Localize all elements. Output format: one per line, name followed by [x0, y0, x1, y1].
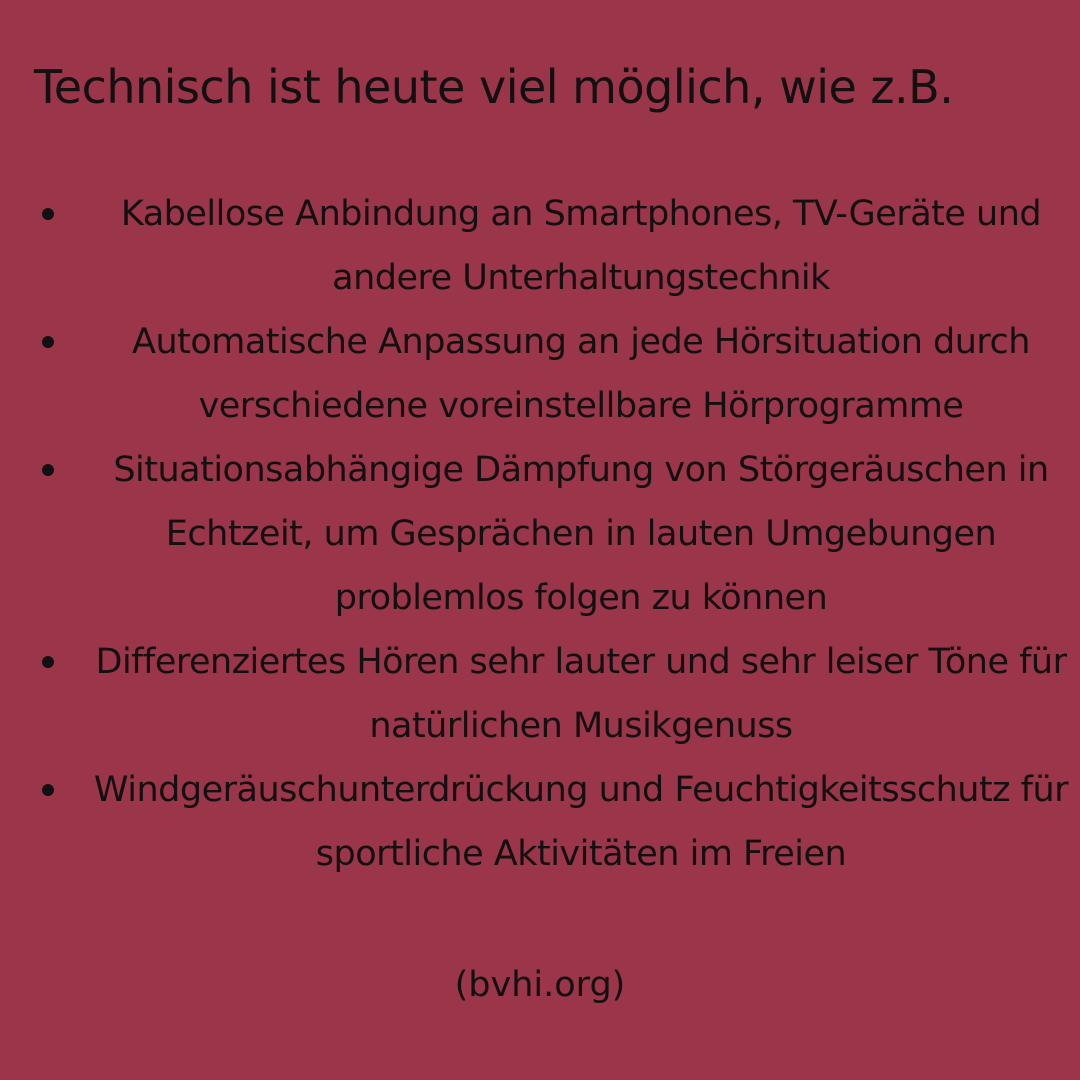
list-item [0, 182, 1080, 310]
bullet-icon [42, 656, 54, 668]
list-item-text: Kabellose Anbindung an Smartphones, TV-Geräte und andere Unterhaltungstechnik [120, 194, 1042, 298]
bullet-icon [42, 208, 54, 220]
list-item-text: Automatische Anpassung an jede Hörsituation durch verschiedene voreinstellbare Hörprogramme [132, 322, 1030, 426]
list-item-text: Differenziertes Hören sehr lauter und sehr leiser Töne für natürlichen Musikgenuss [95, 642, 1067, 746]
list-item [0, 630, 1080, 758]
bullet-icon [42, 784, 54, 796]
source-text: (bvhi.org) [454, 965, 626, 1005]
bullet-icon [42, 336, 54, 348]
feature-list [0, 182, 1080, 886]
list-item [0, 758, 1080, 886]
list-item-text: Situationsabhängige Dämpfung von Störgeräuschen in Echtzeit, um Gesprächen in lauten Umgebungen problemlos folgen zu können [113, 450, 1049, 618]
source-citation [0, 955, 1080, 1015]
list-item [0, 310, 1080, 438]
bullet-icon [42, 464, 54, 476]
list-item [0, 438, 1080, 630]
list-item-text: Windgeräuschunterdrückung und Feuchtigkeitsschutz für sportliche Aktivitäten im Freien [93, 770, 1069, 874]
headline: Technisch ist heute viel möglich, wie z.B. [34, 60, 954, 114]
